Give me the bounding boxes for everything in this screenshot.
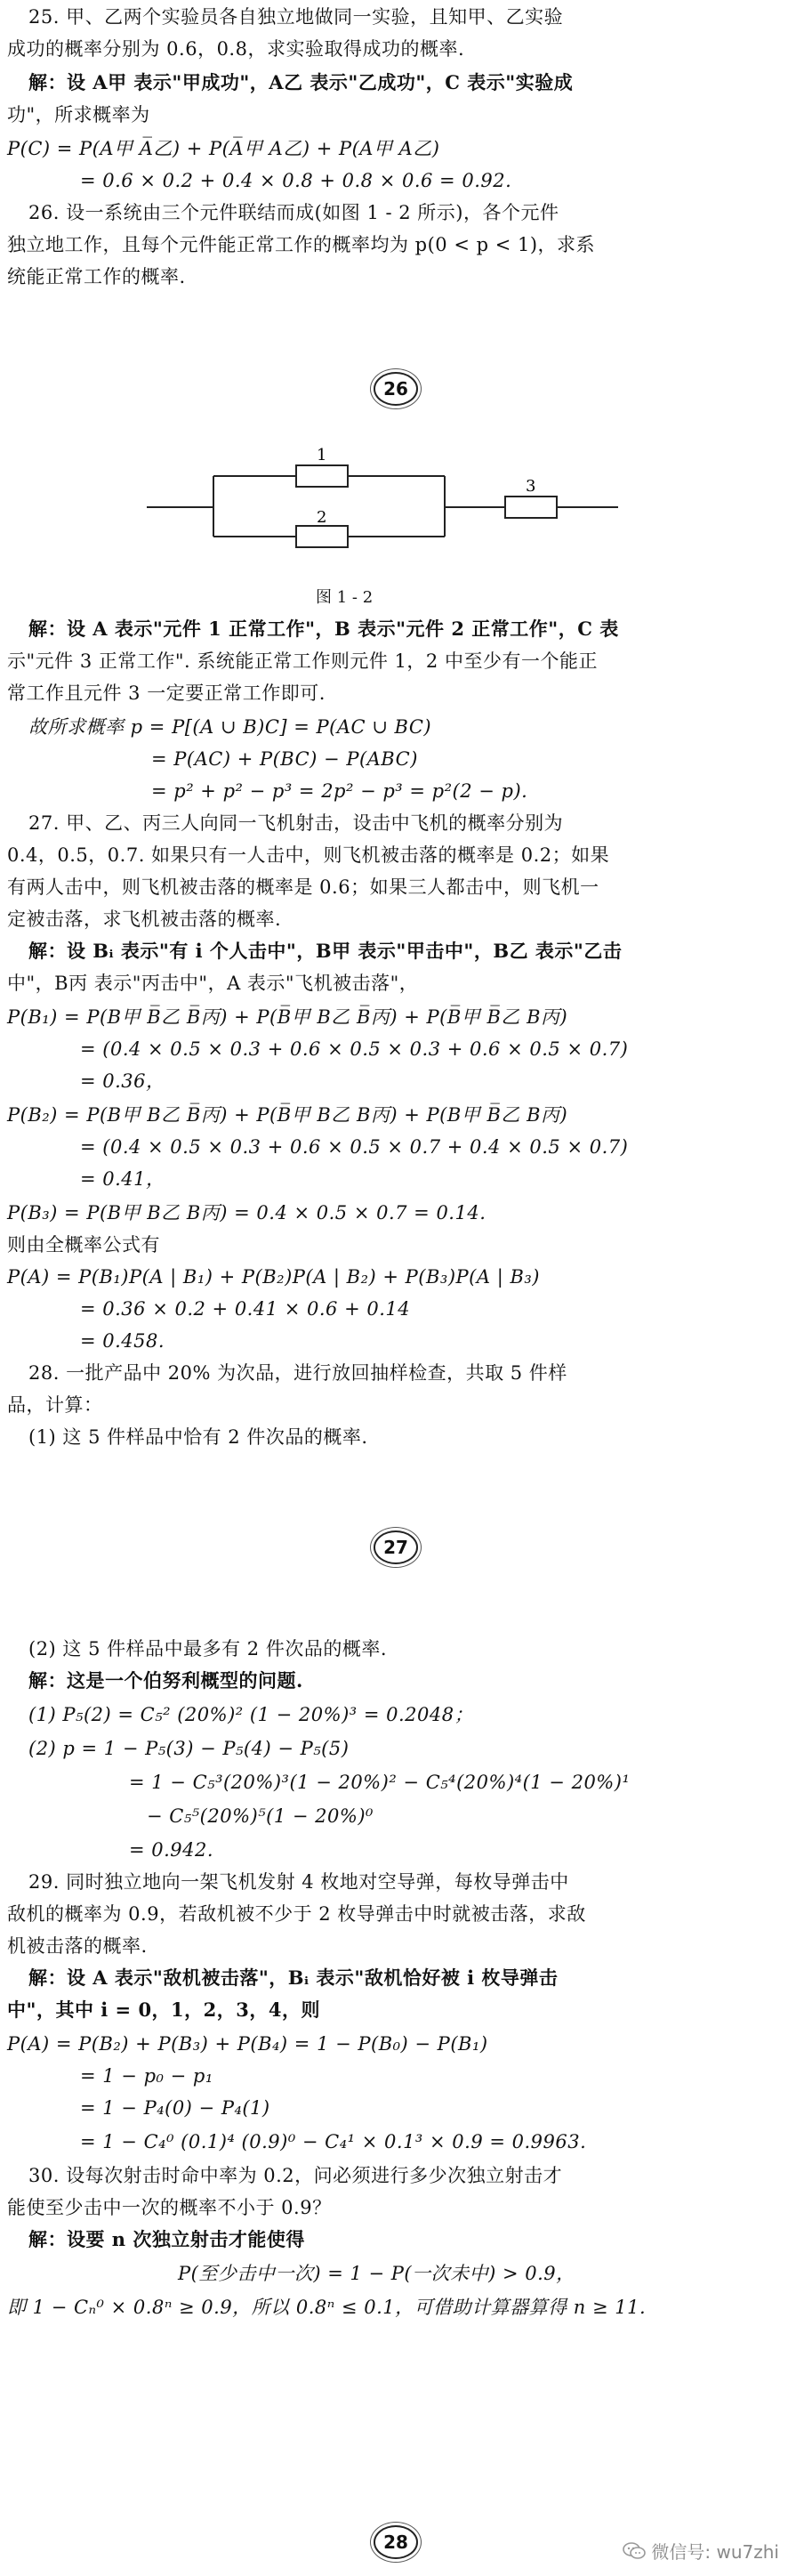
problem-27-line-1: 27. 甲、乙、丙三人向同一飞机射击，设击中飞机的概率分别为 (28, 812, 564, 834)
page-number-27: 27 (374, 1530, 418, 1564)
solution-28-line-1: 解：这是一个伯努利概型的问题. (28, 1669, 303, 1692)
problem-27-line-4: 定被击落，求飞机被击落的概率. (7, 908, 282, 930)
solution-26-formula-3: = p² + p² − p³ = 2p² − p³ = p²(2 − p). (151, 780, 528, 802)
solution-27-pa: P(A) = P(B₁)P(A | B₁) + P(B₂)P(A | B₂) + P(B₃)P(A | B₃) (7, 1266, 540, 1288)
solution-29-formula-2: = 1 − p₀ − p₁ (80, 2065, 213, 2087)
solution-26-line-2: 示"元件 3 正常工作". 系统能正常工作则元件 1，2 中至少有一个能正 (7, 650, 598, 672)
problem-28-part-2: (2) 这 5 件样品中最多有 2 件次品的概率. (28, 1638, 388, 1659)
problem-26-line-1: 26. 设一系统由三个元件联结而成(如图 1 - 2 所示)，各个元件 (28, 202, 559, 223)
solution-27-pb3: P(B₃) = P(B甲 B乙 B丙) = 0.4 × 0.5 × 0.7 = 0.14. (7, 1202, 486, 1223)
page-number-28: 28 (374, 2525, 418, 2559)
problem-26-line-2: 独立地工作，且每个元件能正常工作的概率均为 p(0 < p < 1)，求系 (7, 234, 596, 255)
problem-28-part-1: (1) 这 5 件样品中恰有 2 件次品的概率. (28, 1426, 368, 1448)
solution-26-line-3: 常工作且元件 3 一定要正常工作即可. (7, 682, 326, 704)
solution-30-formula-1: P(至少击中一次) = 1 − P(一次未中) > 0.9， (178, 2263, 575, 2284)
solution-29-line-2: 中"，其中 i = 0，1，2，3，4，则 (7, 1999, 321, 2021)
wechat-icon (623, 2541, 646, 2561)
solution-27-pb2: P(B₂) = P(B甲 B乙 B̅丙) + P(B̅甲 B乙 B丙) + P(B甲 B̅乙 B丙) (7, 1104, 568, 1126)
solution-26-formula-2: = P(AC) + P(BC) − P(ABC) (151, 748, 418, 770)
circuit-diagram (142, 440, 623, 574)
solution-27-pb1-calc: = (0.4 × 0.5 × 0.3 + 0.6 × 0.5 × 0.3 + 0.6 × 0.5 × 0.7) (80, 1038, 629, 1060)
problem-27-line-3: 有两人击中，则飞机被击落的概率是 0.6；如果三人都击中，则飞机一 (7, 876, 599, 898)
problem-29-line-1: 29. 同时独立地向一架飞机发射 4 枚地对空导弹，每枚导弹击中 (28, 1871, 569, 1893)
solution-28-part-1: (1) P₅(2) = C₅² (20%)² (1 − 20%)³ = 0.2048； (28, 1704, 474, 1725)
solution-25-line-1: 解：设 A甲 表示"甲成功"，A乙 表示"乙成功"，C 表示"实验成 (28, 71, 574, 93)
solution-27-total-intro: 则由全概率公式有 (7, 1234, 160, 1256)
solution-25-formula-1: P(C) = P(A甲 A̅乙) + P(A̅甲 A乙) + P(A甲 A乙) (7, 138, 440, 159)
solution-26-line-1: 解：设 A 表示"元件 1 正常工作"，B 表示"元件 2 正常工作"，C 表 (28, 618, 619, 640)
solution-27-pa-calc: = 0.36 × 0.2 + 0.41 × 0.6 + 0.14 (80, 1298, 411, 1320)
solution-28-part-2: (2) p = 1 − P₅(3) − P₅(4) − P₅(5) (28, 1738, 350, 1759)
solution-27-pa-result: = 0.458. (80, 1330, 165, 1352)
wechat-watermark (623, 2538, 779, 2564)
figure-caption: 图 1 - 2 (316, 588, 374, 607)
solution-29-formula-4: = 1 − C₄⁰ (0.1)⁴ (0.9)⁰ − C₄¹ × 0.1³ × 0.9 = 0.9963. (80, 2131, 587, 2152)
solution-27-pb2-calc: = (0.4 × 0.5 × 0.3 + 0.6 × 0.5 × 0.7 + 0.4 × 0.5 × 0.7) (80, 1136, 629, 1158)
watermark-text: 微信号: wu7zhi (651, 2541, 779, 2563)
solution-26-formula-1: 故所求概率 p = P[(A ∪ B)C] = P(AC ∪ BC) (28, 716, 432, 738)
solution-27-pb1: P(B₁) = P(B甲 B̅乙 B̅丙) + P(B̅甲 B乙 B̅丙) + P(B̅甲 B̅乙 B丙) (7, 1006, 568, 1028)
solution-28-part-2-calc-2: − C₅⁵(20%)⁵(1 − 20%)⁰ (147, 1805, 374, 1827)
problem-28-line-2: 品，计算： (7, 1394, 103, 1416)
solution-30-line-1: 解：设要 n 次独立射击才能使得 (28, 2228, 305, 2250)
element-2-label: 2 (317, 508, 327, 527)
solution-29-formula-1: P(A) = P(B₂) + P(B₃) + P(B₄) = 1 − P(B₀) − P(B₁) (7, 2033, 488, 2055)
solution-25-line-2: 功"，所求概率为 (7, 104, 150, 125)
problem-28-line-1: 28. 一批产品中 20% 为次品，进行放回抽样检查，共取 5 件样 (28, 1362, 567, 1384)
solution-27-line-1: 解：设 Bᵢ 表示"有 i 个人击中"，B甲 表示"甲击中"，B乙 表示"乙击 (28, 940, 623, 962)
problem-29-line-3: 机被击落的概率. (7, 1935, 148, 1957)
element-1-label: 1 (317, 446, 327, 464)
problem-29-line-2: 敌机的概率为 0.9，若敌机被不少于 2 枚导弹击中时就被击落，求敌 (7, 1903, 586, 1925)
problem-27-line-2: 0.4，0.5，0.7. 如果只有一人击中，则飞机被击落的概率是 0.2；如果 (7, 844, 610, 866)
problem-26-line-3: 统能正常工作的概率. (7, 266, 186, 287)
solution-27-pb1-result: = 0.36， (80, 1070, 165, 1092)
page-number-26: 26 (374, 372, 418, 406)
solution-28-part-2-result: = 0.942. (129, 1839, 214, 1861)
solution-27-line-2: 中"，B丙 表示"丙击中"，A 表示"飞机被击落"， (7, 973, 419, 994)
solution-30-formula-2: 即 1 − Cₙ⁰ × 0.8ⁿ ≥ 0.9，所以 0.8ⁿ ≤ 0.1，可借助计算器算得 n ≥ 11. (7, 2297, 647, 2318)
problem-30-line-1: 30. 设每次射击时命中率为 0.2，问必须进行多少次独立射击才 (28, 2165, 563, 2186)
problem-25-line-2: 成功的概率分别为 0.6，0.8，求实验取得成功的概率. (7, 38, 465, 60)
element-3-label: 3 (526, 477, 536, 496)
problem-25-line-1: 25. 甲、乙两个实验员各自独立地做同一实验，且知甲、乙实验 (28, 6, 564, 28)
solution-27-pb2-result: = 0.41， (80, 1168, 165, 1190)
solution-25-formula-2: = 0.6 × 0.2 + 0.4 × 0.8 + 0.8 × 0.6 = 0.92. (80, 170, 512, 191)
problem-30-line-2: 能使至少击中一次的概率不小于 0.9？ (7, 2197, 332, 2218)
solution-28-part-2-calc-1: = 1 − C₅³(20%)³(1 − 20%)² − C₅⁴(20%)⁴(1 − 20%)¹ (129, 1772, 631, 1793)
solution-29-line-1: 解：设 A 表示"敌机被击落"，Bᵢ 表示"敌机恰好被 i 枚导弹击 (28, 1966, 559, 1989)
solution-29-formula-3: = 1 − P₄(0) − P₄(1) (80, 2097, 270, 2119)
